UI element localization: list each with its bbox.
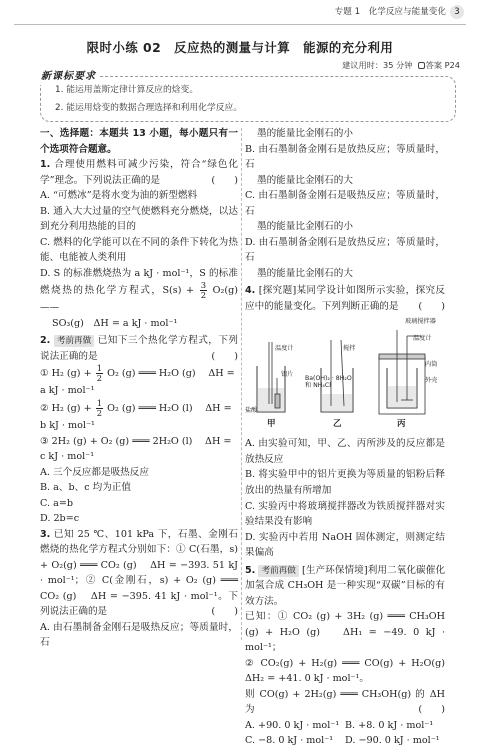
question-number: 4. — [245, 285, 256, 297]
checkbox-icon — [418, 62, 425, 69]
option-d-equation: SO₃(g) ΔH = a kJ · mol⁻¹ — [52, 317, 178, 329]
question-4 — [245, 283, 445, 314]
option-a: A. 由石墨制备金刚石是吸热反应；等质量时，石 — [40, 621, 238, 649]
thermometer-2-label: 温度计 — [413, 335, 432, 343]
option-b-cont: 墨的能量比金刚石的大 — [257, 174, 353, 186]
equation-1-value: a kJ · mol⁻¹ — [40, 385, 95, 397]
fraction-den: 2 — [200, 290, 207, 301]
figure-caption-c: 丙 — [397, 419, 406, 430]
question-number: 5. — [245, 564, 256, 576]
left-column — [40, 126, 238, 651]
question-stem: 已知 25 ℃、101 kPa 下，石墨、金刚石燃烧的热化学方程式分别如下：① C(石墨，s) + O₂(g) ═══ CO₂ (g) ΔH = −393. 51 kJ · mol⁻¹；② C(金刚石，s) + O₂ (g) ═══ CO₂ (g) ΔH = −395. 41 kJ · mol⁻¹。下列说法正确的是 — [40, 528, 238, 618]
option-d: D. 由石墨制备金刚石是放热反应；等质量时，石 — [245, 236, 445, 264]
option-b: B. +8. 0 kJ · mol⁻¹ — [345, 719, 434, 731]
requirement-item: 2. 能运用焓变的数据合理选择和利用化学反应。 — [55, 103, 243, 113]
option-a: A. 由实验可知，甲、乙、丙所涉及的反应都是放热反应 — [245, 438, 445, 465]
chapter-label: 专题 1 化学反应与能量变化 — [334, 7, 446, 17]
option-d: D. −90. 0 kJ · mol⁻¹ — [345, 735, 440, 747]
option-d — [40, 266, 238, 316]
requirements-tag: 新课标要求 — [37, 69, 100, 85]
equation-text: O₂ (g) ═══ H₂O (g) ΔH = — [107, 368, 235, 380]
option-d-cont: 墨的能量比金刚石的大 — [257, 267, 353, 279]
question-number: 3. — [40, 528, 51, 540]
meta-info — [342, 59, 460, 72]
figure-caption-a: 甲 — [267, 419, 276, 430]
review-badge: 考前再做 — [54, 335, 94, 347]
option-c: C. 实验丙中将玻璃搅拌器改为铁质搅拌器对实验结果没有影响 — [245, 500, 445, 528]
question-ask — [245, 687, 445, 718]
fraction-den: 2 — [96, 407, 103, 418]
option-b: B. 通入大大过量的空气使燃料充分燃烧，以达到充分利用热能的目的 — [40, 205, 238, 233]
inner-cup-label: 内筒 — [425, 361, 438, 369]
option-c: C. 由石墨制备金刚石是吸热反应；等质量时，石 — [245, 190, 445, 217]
question-3 — [40, 527, 238, 620]
equation-3-value: c kJ · mol⁻¹ — [40, 451, 95, 463]
answer-ref: 答案 P24 — [425, 60, 460, 70]
aluminum-label: 铝片 — [281, 371, 294, 379]
figure-caption-b: 乙 — [333, 419, 342, 430]
option-b: B. 将实验甲中的铝片更换为等质量的铝粉后释放出的热量有所增加 — [245, 469, 445, 496]
column-divider — [241, 128, 242, 640]
answer-paren: ( ) — [418, 704, 445, 716]
fraction — [200, 281, 207, 300]
reagent-label: Ba(OH)₂ · 8H₂O 和 NH₄Cl — [305, 375, 352, 390]
question-stem: 利用二氧化碳催化加氢合成 CH₃OH 是一种实现“双碳”目标的有效方法。 — [245, 564, 445, 607]
answer-paren: ( ) — [418, 300, 445, 312]
section-heading: 一、选择题：本题共 13 小题，每小题只有一个选项符合题意。 — [40, 128, 238, 155]
page-title: 限时小练 02 反应热的测量与计算 能源的充分利用 — [86, 40, 394, 55]
fraction — [96, 399, 103, 418]
known-equation-2: ② CO₂(g) + H₂(g) ═══ CO(g) + H₂O(g) ΔH₂ = +41. 0 kJ · mol⁻¹。 — [245, 657, 458, 685]
question-number: 1. — [40, 159, 51, 171]
thermometer-label: 温度计 — [275, 345, 294, 353]
question-number: 2. — [40, 335, 51, 347]
equation-text: O₂ (g) ═══ H₂O (l) ΔH = — [107, 402, 232, 414]
equation-text: ① H₂ (g) + — [40, 368, 92, 380]
right-column — [245, 126, 458, 749]
question-tag: [生产环保情境] — [302, 564, 368, 576]
equation-text: ② H₂ (g) + — [40, 402, 92, 414]
option-a: A. 三个反应都是吸热反应 — [40, 466, 149, 478]
question-5 — [245, 563, 445, 610]
review-badge: 考前再做 — [258, 565, 298, 577]
question-1 — [40, 157, 238, 188]
question-stem: 某同学设计如图所示实验，探究反应中的能量变化。下列判断正确的是 — [245, 285, 445, 312]
question-2 — [40, 333, 238, 364]
header-rule — [14, 24, 466, 25]
option-a: A. +90. 0 kJ · mol⁻¹ — [245, 719, 340, 731]
option-d: D. 实验丙中若用 NaOH 固体测定，则测定结果偏高 — [245, 531, 445, 559]
option-b: B. 由石墨制备金刚石是放热反应；等质量时，石 — [245, 143, 445, 171]
requirement-item: 1. 能运用盖斯定律计算反应的焓变。 — [55, 85, 199, 95]
fraction-den: 2 — [96, 373, 103, 384]
suggested-time: 建议用时：35 分钟 — [342, 60, 413, 70]
option-c: C. 燃料的化学能可以在不同的条件下转化为热能、电能被人类利用 — [40, 236, 238, 264]
fraction-num: 1 — [96, 363, 103, 374]
experiment-figure — [245, 316, 445, 434]
option-a-cont: 墨的能量比金刚石的小 — [257, 128, 353, 139]
page-number: 3 — [450, 5, 464, 19]
fraction-num: 3 — [200, 280, 207, 291]
answer-paren: ( ) — [211, 350, 238, 362]
question-tag: [探究题] — [258, 285, 297, 297]
stir-label: 搅拌 — [343, 345, 356, 353]
acid-label: 盐酸 — [245, 407, 258, 415]
glass-stirrer-label: 玻璃搅拌器 — [405, 318, 436, 326]
question-stem: 合理使用燃料可减少污染，符合“绿色化学”理念。下列说法正确的是 — [40, 159, 238, 186]
requirements-box — [40, 71, 456, 122]
answer-paren: ( ) — [211, 174, 238, 186]
answer-paren: ( ) — [211, 606, 238, 618]
page-header — [0, 0, 480, 26]
equation-1 — [40, 364, 238, 383]
option-d-text: D. S 的标准燃烧热为 a kJ · mol⁻¹，S 的标准燃烧热的热化学方程式，S(s) + — [40, 267, 238, 297]
option-c: C. a=b — [40, 497, 73, 509]
equation-2-value: b kJ · mol⁻¹ — [40, 419, 95, 431]
option-c: C. −8. 0 kJ · mol⁻¹ — [245, 735, 334, 747]
fraction — [96, 364, 103, 383]
fraction-num: 1 — [96, 397, 103, 408]
equation-2 — [40, 399, 238, 418]
option-d: D. 2b=c — [40, 513, 80, 525]
question-stem: 已知下三个热化学方程式，下列说法正确的是 — [40, 335, 238, 362]
equation-3: ③ 2H₂ (g) + O₂ (g) ═══ 2H₂O (l) ΔH = — [40, 435, 232, 447]
option-c-cont: 墨的能量比金刚石的小 — [257, 221, 353, 233]
question-ask-text: 则 CO(g) + 2H₂(g) ═══ CH₃OH(g) 的 ΔH 为 — [245, 688, 445, 716]
option-b: B. a、b、c 均为正值 — [40, 482, 131, 494]
outer-shell-label: 外壳 — [425, 377, 438, 385]
option-d-text: O₂(g) —— — [40, 285, 238, 314]
option-a: A. “可燃冰”是将水变为油的新型燃料 — [40, 190, 198, 202]
known-equation-1: 已知：① CO₂ (g) + 3H₂ (g) ═══ CH₃OH (g) + H₂O (g) ΔH₁ = −49. 0 kJ · mol⁻¹； — [245, 611, 445, 654]
options-grid — [245, 718, 445, 749]
